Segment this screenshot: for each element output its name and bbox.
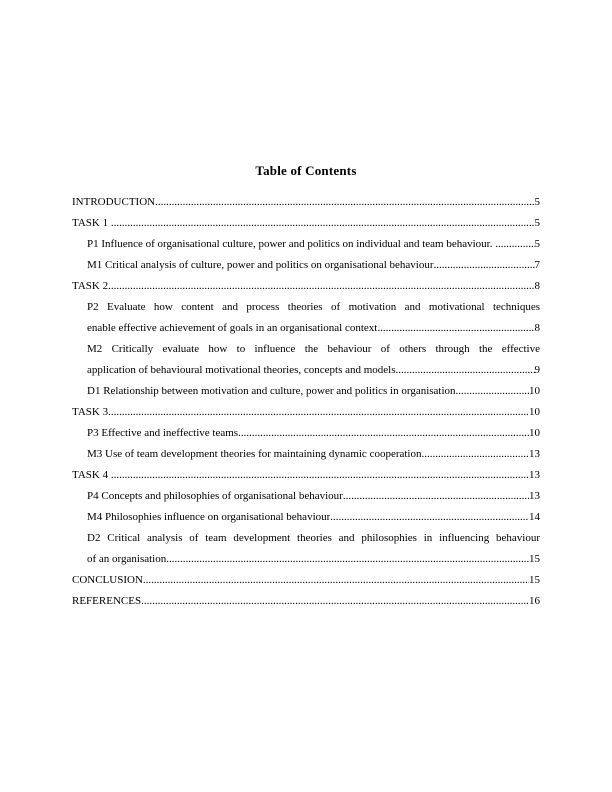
toc-entry-text: P2 Evaluate how content and process theories of motivation and motivational techniques [87,301,540,313]
toc-entry[interactable] [72,528,540,570]
toc-page-number: 15 [529,553,540,565]
toc-entry[interactable] [72,591,540,612]
dot-leader [155,192,534,213]
dot-leader [238,423,529,444]
dot-leader [111,213,535,234]
toc-entry-text: P3 Effective and ineffective teams [87,427,239,439]
toc-page-number: 15 [529,574,540,586]
toc-entry-text: TASK 1 [72,217,111,229]
toc-page-number: 13 [529,490,540,502]
toc-entry-last-line [72,276,540,297]
toc-entry[interactable] [72,402,540,423]
toc-entry-last-line [87,486,540,507]
toc-entry-text: P1 Influence of organisational culture, power and politics on individual and team behaviour. [87,238,496,250]
toc-entry-text: P4 Concepts and philosophies of organisational behaviour [87,490,343,502]
toc-entry[interactable] [72,507,540,528]
toc-entry[interactable] [72,465,540,486]
toc-page-number: 7 [534,259,540,271]
toc-entry-last-line [72,192,540,213]
toc-entry-last-line [87,360,540,381]
dot-leader [111,465,529,486]
toc-entry[interactable] [72,255,540,276]
dot-leader [108,402,529,423]
toc-entry-text: application of behavioural motivational theories, concepts and models [87,364,396,376]
toc-entry-text: M4 Philosophies influence on organisational behaviour [87,511,331,523]
toc-entry[interactable] [72,276,540,297]
toc-entry-text: D1 Relationship between motivation and culture, power and politics in organisation [87,385,456,397]
toc-entry-last-line [87,234,540,255]
dot-leader [422,444,530,465]
dot-leader [495,234,534,255]
toc-entry[interactable] [72,423,540,444]
dot-leader [396,360,535,381]
toc-entry-text: INTRODUCTION [72,196,156,208]
toc-entry-text: TASK 4 [72,469,111,481]
toc-entry-text: D2 Critical analysis of team development theories and philosophies in influencing behaviour [87,532,540,544]
toc-entry[interactable] [72,297,540,339]
toc-page-number: 5 [534,217,540,229]
toc-page-number: 8 [534,322,540,334]
toc-entry-last-line [87,381,540,402]
toc-entry-text: enable effective achievement of goals in an organisational context [87,322,378,334]
toc-entry-text: M2 Critically evaluate how to influence the behaviour of others through the effective [87,343,540,355]
toc-entry-last-line [72,465,540,486]
dot-leader [330,507,529,528]
toc-list [72,192,540,612]
toc-page-number: 14 [529,511,540,523]
toc-page-number: 13 [529,469,540,481]
toc-entry-text: TASK 3 [72,406,109,418]
toc-entry[interactable] [72,192,540,213]
toc-entry-text: REFERENCES [72,595,142,607]
toc-entry-last-line [72,402,540,423]
toc-entry[interactable] [72,486,540,507]
toc-page-number: 10 [529,406,540,418]
toc-entry-text: of an organisation [87,553,167,565]
toc-page-number: 8 [534,280,540,292]
toc-entry[interactable] [72,213,540,234]
toc-page-number: 10 [529,427,540,439]
dot-leader [343,486,529,507]
toc-page-number: 16 [529,595,540,607]
toc-entry-last-line [87,318,540,339]
toc-entry[interactable] [72,570,540,591]
toc-entry[interactable] [72,444,540,465]
toc-page-number: 5 [534,238,540,250]
toc-entry-last-line [87,423,540,444]
toc-entry[interactable] [72,381,540,402]
toc-entry-text: M3 Use of team development theories for maintaining dynamic cooperation [87,448,422,460]
toc-entry[interactable] [72,234,540,255]
toc-entry-last-line [87,507,540,528]
dot-leader [108,276,534,297]
toc-entry-last-line [87,255,540,276]
toc-entry-text: CONCLUSION [72,574,143,586]
dot-leader [141,591,529,612]
dot-leader [143,570,529,591]
toc-entry-last-line [72,591,540,612]
dot-leader [456,381,529,402]
toc-entry[interactable] [72,339,540,381]
toc-entry-last-line [87,444,540,465]
toc-page-number: 13 [529,448,540,460]
toc-page-number: 10 [529,385,540,397]
toc-entry-text: M1 Critical analysis of culture, power and politics on organisational behaviour [87,259,434,271]
page-title: Table of Contents [255,163,357,178]
toc-entry-last-line [87,549,540,570]
toc-entry-last-line [72,213,540,234]
toc-entry-text: TASK 2 [72,280,109,292]
dot-leader [166,549,529,570]
toc-page-number: 9 [534,364,540,376]
toc-page-number: 5 [534,196,540,208]
dot-leader [434,255,535,276]
dot-leader [377,318,534,339]
toc-entry-last-line [72,570,540,591]
